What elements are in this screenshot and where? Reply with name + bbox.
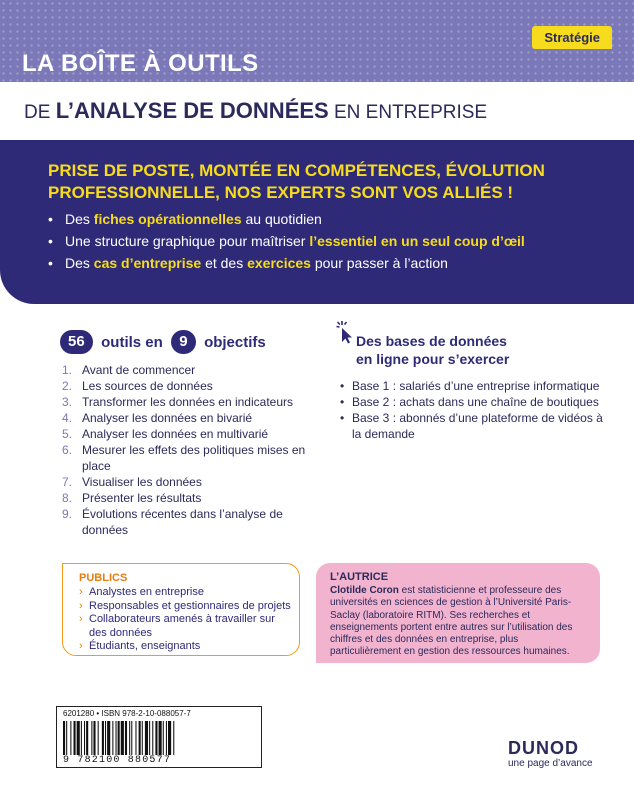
author-name: Clotilde Coron <box>330 585 399 596</box>
author-bio: Clotilde Coron est statisticienne et professeure des universités en sciences de gestion à l’Université Paris-Saclay (laboratoire RITM). Ses recherches et enseignements portent entre autres sur l’utilisation des chiffres et des données en entreprise, plus particulièrement en gestion des ressources humaines. <box>330 585 573 658</box>
isbn-code: 6201280 • ISBN 978-2-10-088057-7 <box>63 709 191 718</box>
list-item: • Base 2 : achats dans une chaîne de boutiques <box>340 395 599 409</box>
bullet-dot-icon: • <box>340 379 345 393</box>
list-item: 9. Évolutions récentes dans l’analyse de données <box>62 507 283 537</box>
publisher-tagline: une page d’avance <box>508 758 593 769</box>
isbn-block <box>56 706 262 768</box>
intro-bullets <box>48 208 525 274</box>
bullet-dot-icon: • <box>48 211 53 227</box>
publics-list <box>79 586 295 654</box>
list-item: 8. Présenter les résultats <box>62 491 202 505</box>
tools-count-badge: 56 <box>60 330 93 354</box>
chevron-right-icon: › <box>79 640 83 652</box>
list-item: 2. Les sources de données <box>62 379 213 393</box>
cursor-click-icon <box>336 320 354 344</box>
databases-title: Des bases de données en ligne pour s’exercer <box>356 333 510 367</box>
list-item: › Analystes en entreprise <box>79 586 204 598</box>
objectives-count-badge: 9 <box>171 330 195 354</box>
databases-list <box>340 378 610 442</box>
subtitle-bar <box>0 82 634 140</box>
isbn-digits: 9 782100 880577 <box>63 755 172 766</box>
list-item: 5. Analyser les données en multivarié <box>62 427 269 441</box>
tools-word-1: outils en <box>101 333 163 351</box>
intro-bullet: • Des fiches opérationnelles au quotidien <box>48 208 525 230</box>
list-item: • Base 3 : abonnés d’une plateforme de vidéos à la demande <box>340 411 603 441</box>
intro-tagline: PRISE DE POSTE, MONTÉE EN COMPÉTENCES, ÉVOLUTION PROFESSIONNELLE, NOS EXPERTS SONT VOS ALLIÉS ! <box>48 161 545 202</box>
objectives-list <box>62 362 312 538</box>
list-item: 1. Avant de commencer <box>62 363 196 377</box>
list-item: 4. Analyser les données en bivarié <box>62 411 253 425</box>
list-item: › Étudiants, enseignants <box>79 640 201 652</box>
list-item: 3. Transformer les données en indicateurs <box>62 395 293 409</box>
chevron-right-icon: › <box>79 599 83 612</box>
chevron-right-icon: › <box>79 613 83 625</box>
list-item: › Collaborateurs amenés à travailler sur des données <box>79 613 275 639</box>
author-heading: L’AUTRICE <box>330 571 389 583</box>
tools-heading <box>60 330 270 358</box>
tools-word-2: objectifs <box>204 333 266 351</box>
intro-bullet: • Une structure graphique pour maîtriser l’essentiel en un seul coup d’œil <box>48 230 525 252</box>
subtitle-main: L’ANALYSE DE DONNÉES <box>55 98 329 123</box>
intro-bullet: • Des cas d’entreprise et des exercices pour passer à l’action <box>48 252 525 274</box>
bullet-dot-icon: • <box>340 411 345 425</box>
list-item: › Responsables et gestionnaires de projets <box>79 599 291 612</box>
book-subtitle <box>24 98 487 124</box>
list-item: 7. Visualiser les données <box>62 475 202 489</box>
subtitle-pre: DE <box>24 102 56 123</box>
intro-block <box>0 140 634 304</box>
barcode-icon <box>63 721 253 755</box>
publics-heading: PUBLICS <box>79 572 128 584</box>
publisher-logo <box>508 738 593 769</box>
publics-box <box>62 563 300 656</box>
book-title: LA BOÎTE À OUTILS <box>22 50 259 77</box>
subtitle-post: EN ENTREPRISE <box>328 102 488 123</box>
bullet-dot-icon: • <box>48 255 53 271</box>
bullet-dot-icon: • <box>48 233 53 249</box>
bullet-dot-icon: • <box>340 395 345 409</box>
list-item: • Base 1 : salariés d’une entreprise informatique <box>340 379 600 393</box>
publisher-name: DUNOD <box>508 738 579 758</box>
top-band <box>0 0 634 82</box>
list-item: 6. Mesurer les effets des politiques mises en place <box>62 443 306 473</box>
author-box <box>316 563 600 663</box>
chevron-right-icon: › <box>79 586 83 598</box>
category-badge: Stratégie <box>532 26 612 49</box>
